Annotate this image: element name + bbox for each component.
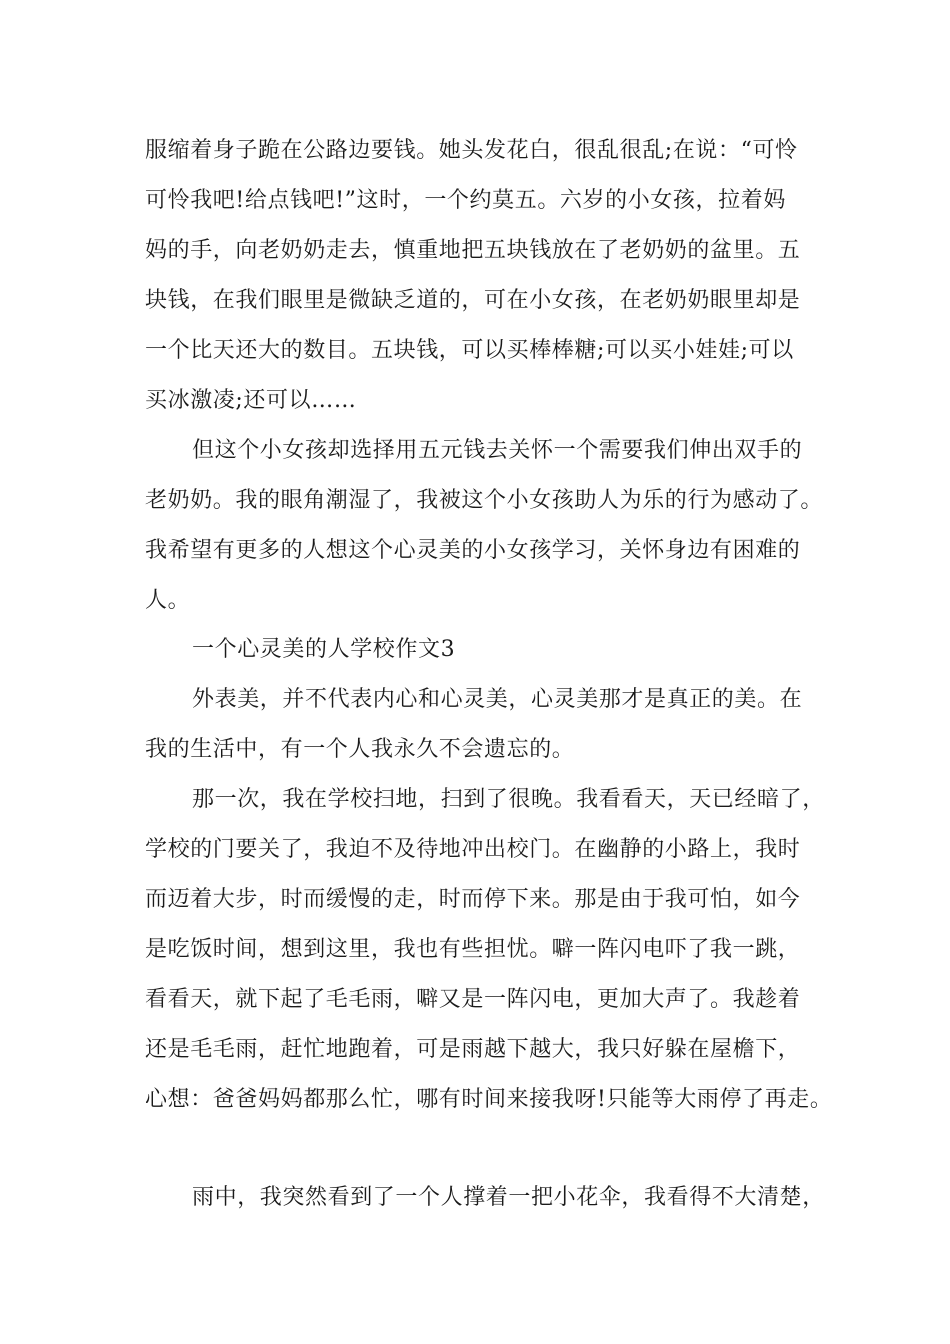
text-line: 我的生活中，有一个人我永久不会遗忘的。 [145, 737, 575, 762]
text-line: 学校的门要关了，我迫不及待地冲出校门。在幽静的小路上，我时 [145, 837, 801, 862]
paragraph-start-line: 雨中，我突然看到了一个人撑着一把小花伞，我看得不大清楚， [192, 1185, 825, 1210]
text-line: 是吃饭时间，想到这里，我也有些担忧。噼一阵闪电吓了我一跳， [145, 937, 801, 962]
text-line: 还是毛毛雨，赶忙地跑着，可是雨越下越大，我只好躲在屋檐下， [145, 1037, 801, 1062]
section-heading: 一个心灵美的人学校作文3 [192, 637, 456, 662]
text-line: 而迈着大步，时而缓慢的走，时而停下来。那是由于我可怕，如今 [145, 887, 801, 912]
paragraph-start-line: 但这个小女孩却选择用五元钱去关怀一个需要我们伸出双手的 [192, 438, 803, 463]
text-line: 我希望有更多的人想这个心灵美的小女孩学习，关怀身边有困难的 [145, 538, 801, 563]
paragraph-start-line: 那一次，我在学校扫地，扫到了很晚。我看看天，天已经暗了， [192, 787, 825, 812]
text-line: 妈的手，向老奶奶走去，慎重地把五块钱放在了老奶奶的盆里。五 [145, 238, 801, 263]
text-line: 看看天，就下起了毛毛雨，噼又是一阵闪电，更加大声了。我趁着 [145, 987, 801, 1012]
text-line: 一个比天还大的数目。五块钱，可以买棒棒糖;可以买小娃娃;可以 [145, 338, 794, 363]
text-line: 老奶奶。我的眼角潮湿了，我被这个小女孩助人为乐的行为感动了。 [145, 488, 824, 513]
text-line: 可怜我吧!给点钱吧!”这时，一个约莫五。六岁的小女孩，拉着妈 [145, 188, 786, 213]
text-line: 块钱，在我们眼里是微缺乏道的，可在小女孩，在老奶奶眼里却是 [145, 288, 801, 313]
text-line: 人。 [145, 588, 191, 613]
text-line: 服缩着身子跪在公路边要钱。她头发花白，很乱很乱;在说：“可怜 [145, 138, 798, 163]
paragraph-start-line: 外表美，并不代表内心和心灵美，心灵美那才是真正的美。在 [192, 687, 803, 712]
text-line: 心想：爸爸妈妈都那么忙，哪有时间来接我呀!只能等大雨停了再走。 [145, 1087, 833, 1112]
text-line: 买冰激凌;还可以…… [145, 388, 357, 413]
